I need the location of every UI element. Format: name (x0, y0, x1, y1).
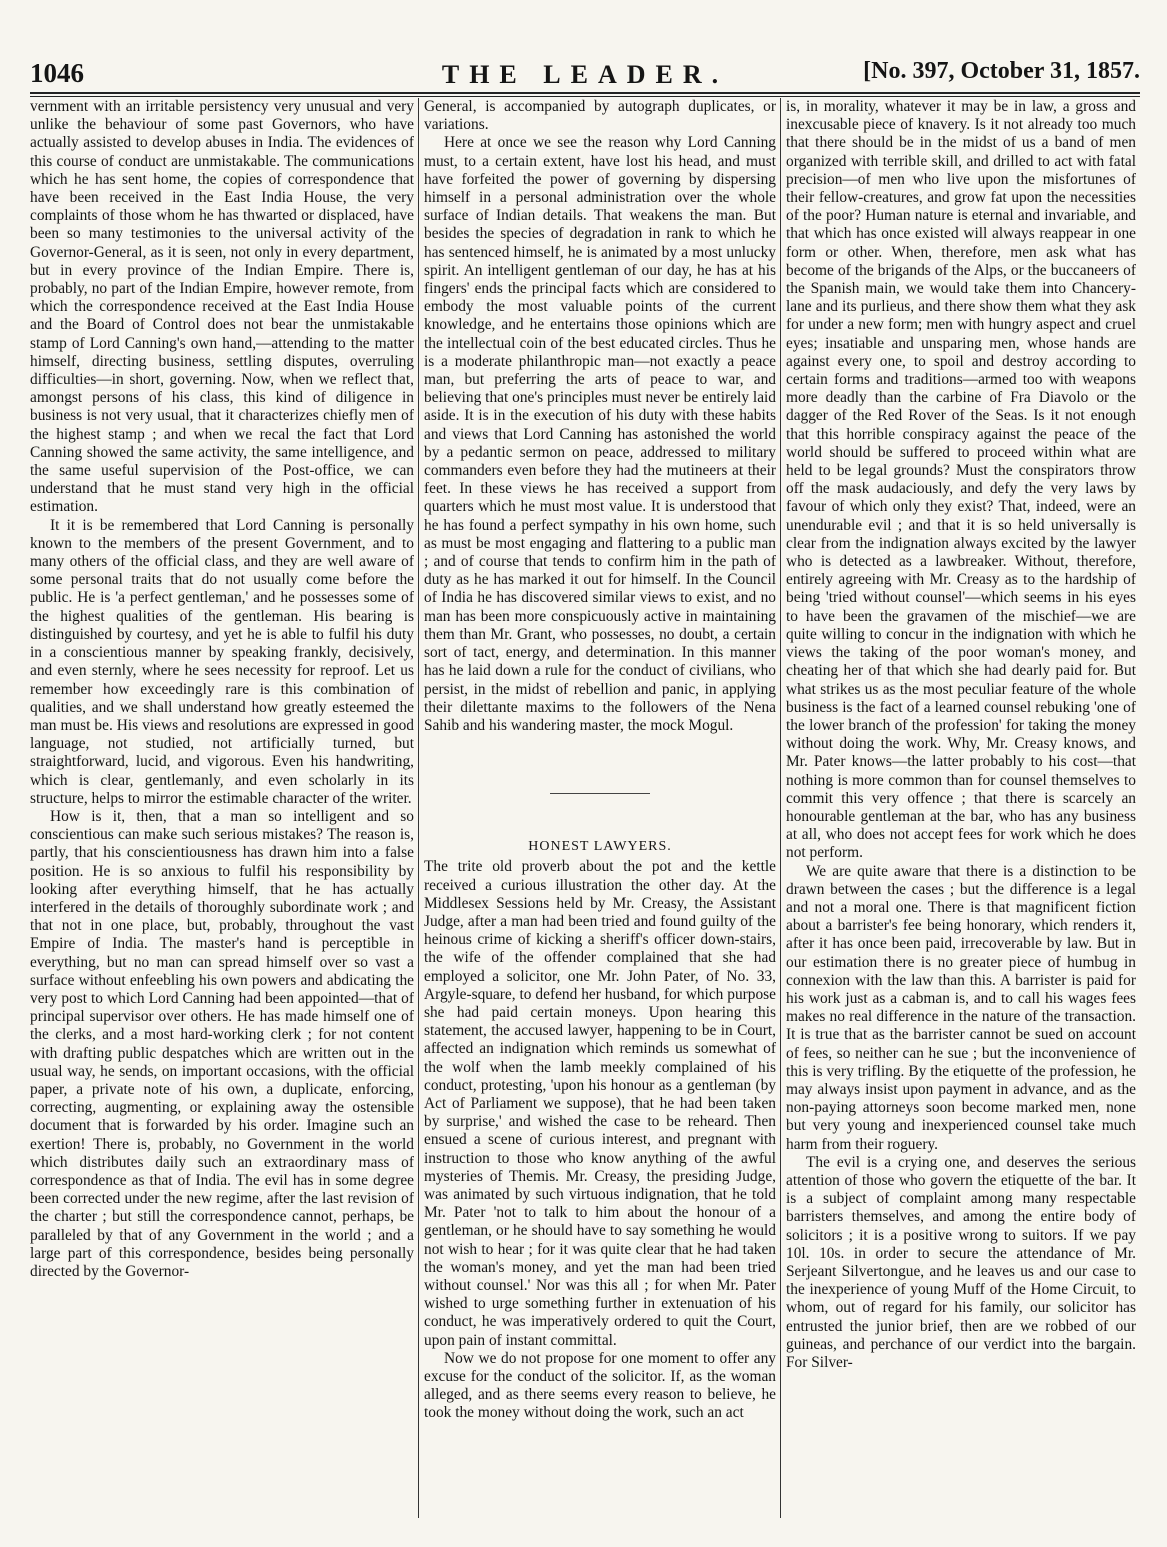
article-paragraph: is, in morality, whatever it may be in law, a gross and inexcusable piece of knavery. Is it not already too much that there should be in the midst of us a band of men organized with terrible skill, and drilled to act with fatal precision—of men who live upon the misfortunes of their fellow-creatures, and grow fat upon the necessities of the poor? Human nature is eternal and invariable, and that which has once existed will always reappear in one form or other. When, therefore, men ask what has become of the brigands of the Alps, or the buccaneers of the Spanish main, we would take them into Chancery-lane and its purlieus, and there show them what they ask for under a new form; men with hungry aspect and cruel eyes; insatiable and unsparing men, whose hands are against every one, to spoil and destroy according to certain forms and traditions—armed too with weapons more deadly than the carbine of Fra Diavolo or the dagger of the Red Rover of the Seas. Is it not enough that this horrible conspiracy against the peace of the world should be suffered to proceed within what are held to be legal grounds? Must the conspirators throw off the mask audaciously, and defy the very laws by favour of which only they exist? That, indeed, were an unendurable evil ; and that it is so held universally is clear from the indignation always excited by the lawyer who is detected as a lawbreaker. Without, therefore, entirely agreeing with Mr. Creasy as to the hardship of being 'tried without counsel'—which seems in his eyes to have been the gravamen of the mischief—we are quite willing to concur in the indignation with which he views the taking of the poor woman's money, and cheating her of that which she had dearly paid for. But what strikes us as the most peculiar feature of the whole business is the fact of a learned counsel rebuking 'one of the lower branch of the profession' for taking the money without doing the work. Why, Mr. Creasy knows, and Mr. Pater knows—the latter probably to his cost—that nothing is more common than for counsel themselves to commit this very offence ; that there is scarcely an honourable gentleman at the bar, who has any business at all, who does not accept fees for work which he does not perform. (786, 98, 1136, 862)
column-divider (418, 98, 419, 1518)
article-paragraph: General, is accompanied by autograph duplicates, or variations. (424, 98, 776, 134)
article-paragraph: It it is be remembered that Lord Canning is personally known to the members of the present Government, and to many others of the official class, and they are well aware of some personal traits that do not usually come before the public. He is 'a perfect gentleman,' and he possesses some of the highest qualities of the gentleman. His bearing is distinguished by courtesy, and yet he is able to fulfil his duty in a conscientious manner by speaking frankly, decisively, and even sternly, where he sees necessity for reproof. Let us remember how exceedingly rare is this combination of qualities, and we shall understand how greatly esteemed the man must be. His views and resolutions are expressed in good language, not studied, not artificially turned, but straightforward, lucid, and vigorous. Even his handwriting, which is clear, gentlemanly, and even scholarly in its structure, helps to mirror the estimable character of the writer. (30, 516, 414, 807)
article-paragraph: vernment with an irritable persistency very unusual and very unlike the behaviour of some past Governors, who have actually assisted to develop abuses in India. The evidences of this course of conduct are unmistakable. The communications which he has sent home, the copies of correspondence that have been received in the East India House, the very complaints of those whom he has thwarted or displaced, have been so many testimonies to the universal activity of the Governor-General, as it is seen, not only in every department, but in every province of the Indian Empire. There is, probably, no part of the Indian Empire, however remote, from which the correspondence received at the East India House and the Board of Control does not bear the unmistakable stamp of Lord Canning's own hand,—attending to the matter himself, directing business, settling disputes, overruling difficulties—in short, governing. Now, when we reflect that, amongst persons of his class, this kind of diligence in business is not very usual, that it characterizes chiefly men of the highest stamp ; and when we recal the fact that Lord Canning showed the same activity, the same intelligence, and the same useful supervision of the Post-office, we can understand that he must stand very high in the official estimation. (30, 98, 414, 516)
newspaper-title: THE LEADER. (441, 60, 729, 89)
header-rule (30, 92, 1140, 94)
page-header (30, 58, 1140, 94)
issue-info: [No. 397, October 31, 1857. (863, 58, 1140, 84)
article-headline: HONEST LAWYERS. (528, 839, 672, 855)
article-paragraph: Now we do not propose for one moment to offer any excuse for the conduct of the solicitor. If, as the woman alleged, and as there seems every reason to believe, he took the money without doing the work, such an act (424, 1349, 776, 1422)
header-rule-thin (30, 96, 1140, 97)
article-paragraph: The trite old proverb about the pot and the kettle received a curious illustration the other day. At the Middlesex Sessions held by Mr. Creasy, the Assistant Judge, after a man had been tried and found guilty of the heinous crime of kicking a sheriff's officer down-stairs, the wife of the offender complained that she had employed a solicitor, one Mr. John Pater, of No. 33, Argyle-square, to defend her husband, for which purpose she had paid certain moneys. Upon hearing this statement, the accused lawyer, happening to be in Court, affected an indignation which reminds us somewhat of the wolf when the lamb meekly complained of his conduct, protesting, 'upon his honour as a gentleman (by Act of Parliament we suppose), that he had been taken by surprise,' and wished the case to be reheard. Then ensued a scene of curious interest, and pregnant with instruction to those who know anything of the awful mysteries of Themis. Mr. Creasy, the presiding Judge, was animated by such virtuous indignation, that he told Mr. Pater 'not to talk to him about the honour of a gentleman, or he should have to say something he would not wish to hear ; for it was quite clear that he had taken the woman's money, and yet the man had been tried without counsel.' Nor was this all ; for when Mr. Pater wished to urge something further in extenuation of his conduct, he was imperatively ordered to quit the Court, upon pain of instant committal. (424, 858, 776, 1349)
column-divider (780, 98, 781, 1518)
section-divider (550, 793, 650, 794)
article-paragraph: Here at once we see the reason why Lord Canning must, to a certain extent, have lost his head, and must have forfeited the power of governing by dispersing himself in a personal administration over the whole surface of Indian details. That weakens the man. But besides the species of degradation in rank to which he has sentenced himself, he is animated by a most unlucky spirit. An intelligent gentleman of our day, he has at his fingers' ends the principal facts which are considered to embody the most valuable points of the current knowledge, and he entertains those opinions which are the intellectual coin of the best educated circles. Thus he is a moderate philanthropic man—not exactly a peace man, but preferring the arts of peace to war, and believing that one's principles must never be entirely laid aside. It is in the execution of his duty with these habits and views that Lord Canning has astonished the world by a pedantic sermon on peace, addressed to military commanders even before they had the mutineers at their feet. In these views he has received a support from quarters which he must most value. It is understood that he has found a perfect sympathy in his own home, such as must be most engaging and flattering to a public man ; and of course that tends to confirm him in the path of duty as he has marked it out for himself. In the Council of India he has discovered similar views to exist, and no man has been more conspicuously active in maintaining them than Mr. Grant, who possesses, no doubt, a certain sort of tact, energy, and determination. In this manner has he laid down a rule for the conduct of civilians, who persist, in the midst of rebellion and panic, in applying their dilettante maxims to the followers of the Nena Sahib and his wandering master, the mock Mogul. (424, 134, 776, 734)
page-number: 1046 (30, 58, 84, 88)
article-paragraph: The evil is a crying one, and deserves the serious attention of those who govern the etiquette of the bar. It is a subject of complaint among many respectable barristers themselves, and among the entire body of solicitors ; it is a positive wrong to suitors. If we pay 10l. 10s. in order to secure the attendance of Mr. Serjeant Silvertongue, and he leaves us and our case to the inexperience of young Muff of the Home Circuit, to whom, out of regard for his family, our solicitor has entrusted the junior brief, then are we robbed of our guineas, and perchance of our verdict into the bargain. For Silver- (786, 1153, 1136, 1372)
column-2 (424, 98, 776, 1528)
article-paragraph: We are quite aware that there is a distinction to be drawn between the cases ; but the difference is a legal and not a moral one. There is that magnificent fiction about a barrister's fee being honorary, which renders it, after it has once been paid, irrecoverable by law. But in our estimation there is no greater piece of humbug in connexion with the law than this. A barrister is paid for his work just as a cabman is, and to call his wages fees makes no real difference in the nature of the transaction. It is true that as the barrister cannot be sued on account of fees, so neither can he sue ; but the inconvenience of this is very trifling. By the etiquette of the profession, he may always insist upon payment in advance, and as the non-paying attorneys soon become marked men, none but very young and inexperienced counsel take much harm from their roguery. (786, 862, 1136, 1153)
column-1 (30, 98, 414, 1528)
article-paragraph: How is it, then, that a man so intelligent and so conscientious can make such serious mistakes? The reason is, partly, that his conscientiousness has drawn him into a false position. He is so anxious to fulfil his responsibility by looking after everything himself, that he has actually interfered in the details of thoroughly subordinate work ; and that not in one place, but, probably, throughout the vast Empire of India. The master's hand is perceptible in everything, but no man can spread himself over so vast a surface without enfeebling his own powers and abdicating the very post to which Lord Canning had been appointed—that of principal supervisor over others. He has made himself one of the clerks, and a most hard-working clerk ; for not content with drafting public despatches which are written out in the usual way, he sends, on important occasions, with the official paper, a private note of his own, a duplicate, enforcing, correcting, augmenting, or explaining away the ostensible document that is forwarded by his order. Imagine such an exertion! There is, probably, no Government in the world which distributes daily such an extraordinary mass of correspondence as that of India. The evil has in some degree been corrected under the new regime, after the last revision of the charter ; but still the correspondence cannot, perhaps, be paralleled by that of any Government in the world ; and a large part of this correspondence, besides being personally directed by the Governor- (30, 807, 414, 1280)
column-3 (786, 98, 1136, 1528)
